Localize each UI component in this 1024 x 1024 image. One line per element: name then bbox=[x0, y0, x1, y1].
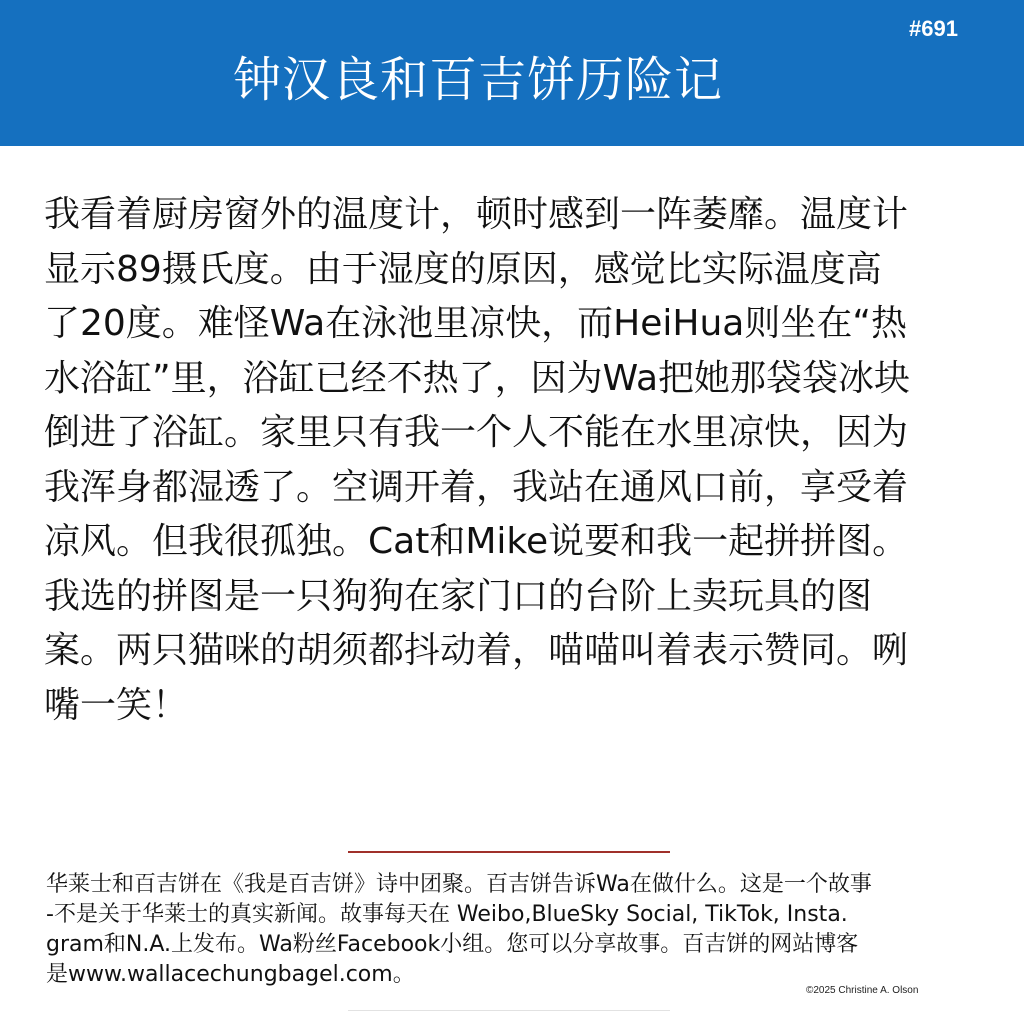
footer-line: 是www.wallacechungbagel.com。 bbox=[46, 962, 415, 987]
footer-line: 华莱士和百吉饼在《我是百吉饼》诗中团聚。百吉饼告诉Wa在做什么。这是一个故事 bbox=[46, 872, 872, 897]
header-banner bbox=[0, 0, 1024, 146]
footer-line: -不是关于华莱士的真实新闻。故事每天在 Weibo,BlueSky Social, TikTok, Insta. bbox=[46, 902, 848, 927]
story-line: 水浴缸”里，浴缸已经不热了，因为Wa把她那袋袋冰块 bbox=[44, 357, 911, 399]
story-line: 嘴一笑！ bbox=[44, 684, 189, 726]
story-line: 案。两只猫咪的胡须都抖动着，喵喵叫着表示赞同。咧 bbox=[44, 630, 909, 671]
section-divider bbox=[348, 851, 670, 853]
footer-line: gram和N.A.上发布。Wa粉丝Facebook小组。您可以分享故事。百吉饼的网站博客 bbox=[46, 932, 859, 957]
story-line: 了20度。难怪Wa在泳池里凉快，而HeiHua则坐在“热 bbox=[44, 303, 907, 344]
story-line: 倒进了浴缸。家里只有我一个人不能在水里凉快，因为 bbox=[44, 412, 909, 453]
story-line: 显示89摄氏度。由于湿度的原因，感觉比实际温度高 bbox=[44, 248, 882, 290]
bottom-divider bbox=[348, 1010, 670, 1011]
story-line: 我选的拼图是一只狗狗在家门口的台阶上卖玩具的图 bbox=[44, 575, 873, 617]
story-line: 我看着厨房窗外的温度计，顿时感到一阵萎靡。温度计 bbox=[44, 194, 909, 235]
story-text bbox=[44, 188, 984, 733]
copyright-notice: ©2025 Christine A. Olson bbox=[806, 985, 919, 996]
page-title: 钟汉良和百吉饼历险记 bbox=[232, 52, 723, 108]
episode-number: #691 bbox=[909, 16, 958, 41]
story-line: 我浑身都湿透了。空调开着，我站在通风口前，享受着 bbox=[44, 466, 909, 508]
footer-note bbox=[46, 870, 991, 990]
story-line: 凉风。但我很孤独。Cat和Mike说要和我一起拼拼图。 bbox=[44, 521, 909, 562]
